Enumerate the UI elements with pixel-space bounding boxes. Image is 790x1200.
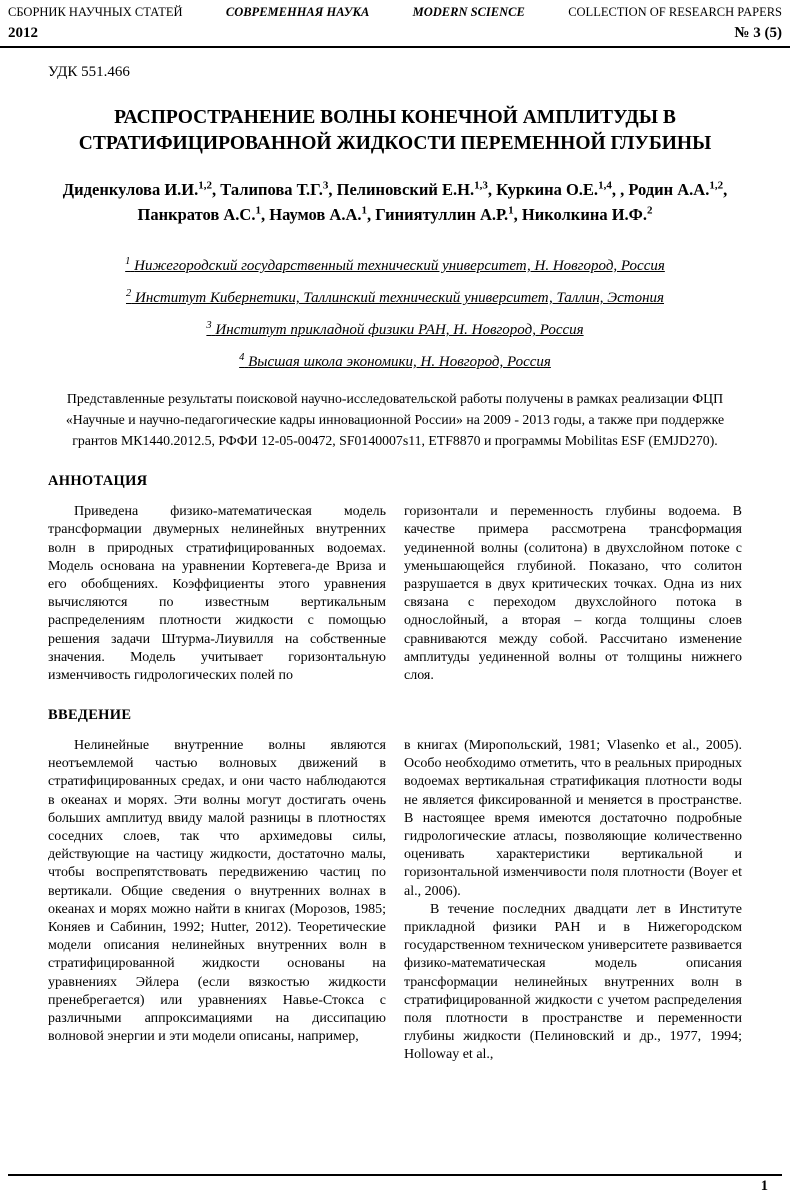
footer-divider bbox=[8, 1174, 782, 1176]
affiliation bbox=[48, 320, 742, 339]
author bbox=[220, 180, 336, 199]
introduction-paragraph: Нелинейные внутренние волны являются неотъемлемой частью волновых движений в стратифицированных средах, и они часто наблюдаются в океанах и морях. Эти волны могут достигать очень больших амплитуд ввиду малой разницы в плотностях соседних слоев, так что архимедовы силы, действующие на частицу жидкости, достаточно малы, чтобы воспрепятствовать передвижению частиц по вертикали. Общие сведения о внутренних волнах в океанах и морях можно найти в книгах (Морозов, 1985; Коняев и Сабинин, 1992; Hutter, 2012). Теоретические модели описания нелинейных внутренних волн в стратифицированной жидкости основаны на уравнениях Эйлера (если вязкостью жидкости пренебрегается) или уравнениях Навье-Стокса с различными аппроксимациями на диссипацию волновой энергии и эти модели описаны, например, bbox=[48, 738, 386, 1045]
introduction-heading: ВВЕДЕНИЕ bbox=[48, 707, 132, 724]
author-affiliation-superscript: 3 bbox=[322, 179, 329, 192]
author-name: Николкина И.Ф. bbox=[521, 205, 647, 225]
introduction-columns bbox=[48, 737, 742, 1064]
abstract-heading: АННОТАЦИЯ bbox=[48, 473, 148, 490]
affiliations-block bbox=[48, 256, 742, 371]
abstract-column-left: Приведена физико-математическая модель трансформации двумерных нелинейных внутренних волн в природных стратифицированных водоемах. Модель основана на уравнении Кортевега-де Вриза и его обобщениях. Коэффициенты этого уравнения вычисляются по известным вертикальным распределениям плотности жидкости с помощью решения задачи Штурма-Лиувилля на собственные значения. Модель учитывает горизонтальную изменчивость гидрологических полей по bbox=[48, 504, 386, 683]
affiliation bbox=[48, 256, 742, 275]
collection-title-ru: СБОРНИК НАУЧНЫХ СТАТЕЙ bbox=[8, 5, 183, 19]
author bbox=[496, 180, 628, 199]
affiliation-text: Институт Кибернетики, Таллинский технический университет, Таллин, Эстония bbox=[134, 290, 665, 307]
author-affiliation-superscript: 1 bbox=[255, 204, 261, 217]
author-affiliation-superscript: 1 bbox=[361, 204, 367, 217]
author-name: Панкратов А.С. bbox=[137, 205, 256, 225]
abstract-columns bbox=[48, 503, 742, 685]
collection-title-en: COLLECTION OF RESEARCH PAPERS bbox=[568, 5, 782, 19]
author-separator: , bbox=[723, 180, 728, 200]
author-name: Пелиновский Е.Н. bbox=[336, 180, 475, 200]
journal-header bbox=[0, 0, 790, 48]
author-name: Талипова Т.Г. bbox=[220, 180, 323, 200]
author-separator: , bbox=[328, 180, 337, 200]
affiliation-text: Нижегородский государственный технический университет, Н. Новгород, Россия bbox=[134, 258, 665, 275]
journal-header-row2 bbox=[8, 25, 782, 46]
author-name: Куркина О.Е. bbox=[496, 180, 599, 200]
author bbox=[63, 180, 220, 199]
author-separator: , , bbox=[611, 180, 629, 200]
author bbox=[269, 205, 375, 224]
journal-title-ru: СОВРЕМЕННАЯ НАУКА bbox=[225, 5, 370, 19]
author-affiliation-superscript: 1,2 bbox=[709, 179, 724, 192]
udc-code: УДК 551.466 bbox=[48, 64, 130, 80]
author-separator: , bbox=[260, 205, 270, 225]
author-affiliation-superscript: 2 bbox=[646, 204, 653, 217]
article-title: РАСПРОСТРАНЕНИЕ ВОЛНЫ КОНЕЧНОЙ АМПЛИТУДЫ В СТРАТИФИЦИРОВАННОЙ ЖИДКОСТИ ПЕРЕМЕННОЙ ГЛУБИНЫ bbox=[78, 107, 712, 155]
author bbox=[138, 205, 270, 224]
article-content bbox=[0, 48, 790, 1064]
affiliation-number: 1 bbox=[125, 256, 131, 268]
author-separator: , bbox=[487, 180, 497, 200]
author-affiliation-superscript: 1,3 bbox=[474, 179, 488, 192]
journal-header-row1 bbox=[8, 5, 782, 20]
author-separator: , bbox=[513, 205, 522, 225]
author bbox=[628, 180, 727, 199]
author-affiliation-superscript: 1,2 bbox=[198, 179, 212, 192]
funding-acknowledgement: Представленные результаты поисковой научно-исследовательской работы получены в рамках реализации ФЦП «Научные и научно-педагогические кадры инновационной России» на 2009 - 2013 годы, а также при поддержке грантов МК1440.2012.5, РФФИ 12-05-00472, SF0140007s11, ETF8870 и программы Mobilitas ESF (EMJD270). bbox=[65, 391, 725, 448]
introduction-paragraph: В течение последних двадцати лет в Институте прикладной физики РАН и в Нижегородском государственном техническом университете развивается физико-математическая модель описания трансформации нелинейных внутренних волн в стратифицированной жидкости с учетом распределения поля плотности в пространстве и переменности глубины жидкости (Пелиновский и др., 1977, 1994; Holloway et al., bbox=[404, 901, 742, 1063]
author bbox=[375, 205, 522, 224]
page-number: 1 bbox=[760, 1178, 768, 1194]
page-footer bbox=[8, 1174, 782, 1195]
author bbox=[337, 180, 496, 199]
introduction-column-left bbox=[48, 737, 386, 1064]
affiliation-number: 4 bbox=[239, 352, 245, 364]
journal-issue: № 3 (5) bbox=[734, 25, 782, 41]
author-affiliation-superscript: 1,4 bbox=[598, 179, 612, 192]
affiliation bbox=[48, 288, 742, 307]
affiliation bbox=[48, 352, 742, 371]
author-separator: , bbox=[212, 180, 221, 200]
affiliation-text: Высшая школа экономики, Н. Новгород, Россия bbox=[248, 354, 551, 371]
author-name: Диденкулова И.И. bbox=[62, 180, 199, 200]
journal-year: 2012 bbox=[8, 25, 38, 41]
introduction-paragraph: в книгах (Миропольский, 1981; Vlasenko et al., 2005). Особо необходимо отметить, что в реальных природных водоемах вертикальная стратификация плотности воды не является фиксированной и меняется в пространстве. В настоящее время имеются достаточно подробные гидрологические атласы, позволяющие количественно оценивать характеристики вертикальной и горизонтальной изменчивости поля плотности (Boyer et al., 2006). bbox=[404, 738, 742, 899]
author-name: Гиниятуллин А.Р. bbox=[375, 205, 509, 225]
author-name: Наумов А.А. bbox=[269, 205, 362, 225]
journal-title-en: MODERN SCIENCE bbox=[412, 5, 525, 19]
affiliation-number: 2 bbox=[125, 288, 132, 300]
author-separator: , bbox=[367, 205, 376, 225]
authors-block bbox=[55, 178, 735, 229]
affiliation-text: Институт прикладной физики РАН, Н. Новгород, Россия bbox=[215, 322, 584, 339]
author-affiliation-superscript: 1 bbox=[508, 204, 514, 217]
abstract-column-right: горизонтали и переменность глубины водоема. В качестве примера рассмотрена трансформация уединенной волны (солитона) в двухслойном потоке с уменьшающейся глубиной. Показано, что солитон разрушается в двух критических точках. Одна из них связана с переходом двухслойного потока в однослойный, а вторая – когда толщины слоев сравниваются между собой. Рассчитано изменение амплитуды уединенной волны от толщины нижнего слоя. bbox=[404, 504, 742, 683]
introduction-column-right bbox=[404, 737, 742, 1064]
author bbox=[522, 205, 653, 224]
author-name: Родин А.А. bbox=[628, 180, 710, 200]
affiliation-number: 3 bbox=[206, 320, 212, 332]
